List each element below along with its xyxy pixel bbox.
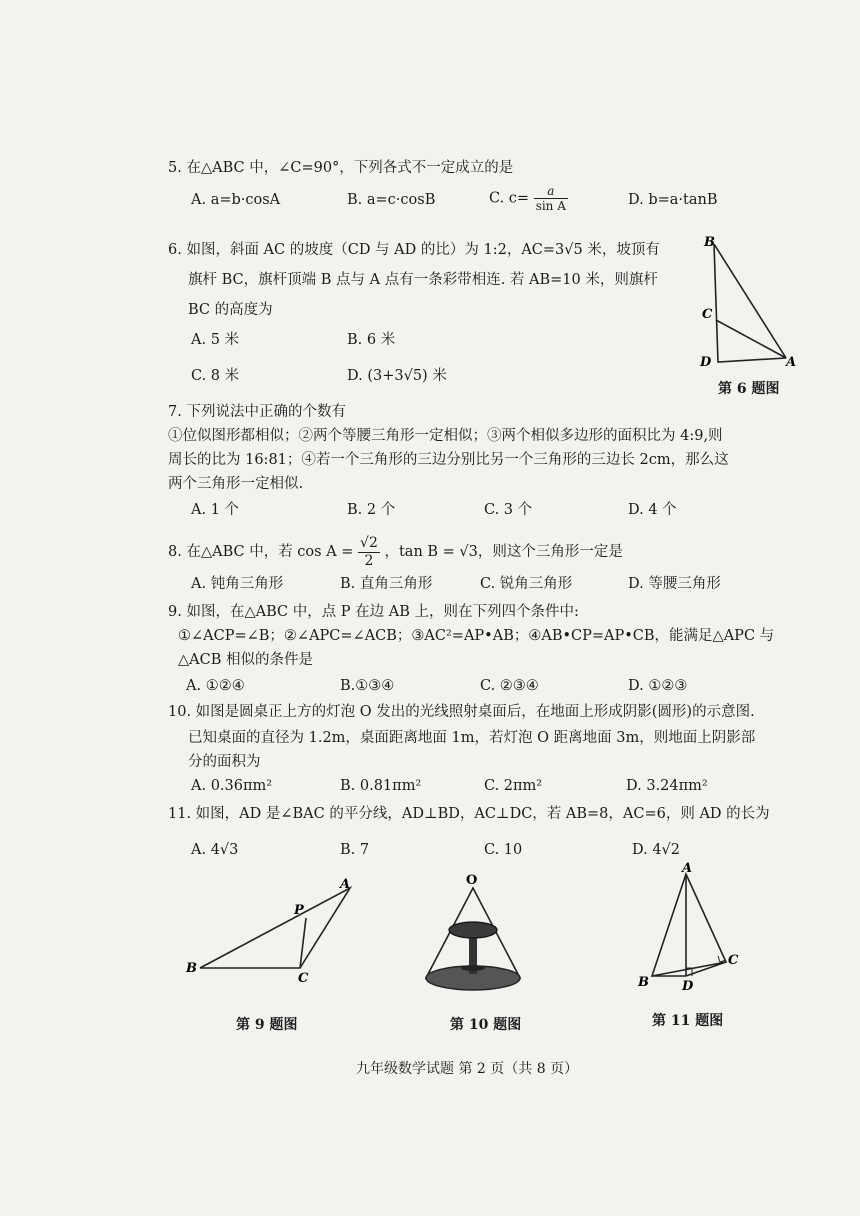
q6-label-d: D — [700, 355, 712, 370]
q7-option-d: D. 4 个 — [628, 502, 677, 518]
q9-option-b: B.①③④ — [340, 678, 395, 694]
q8-stem-rest: ，tan B = √3，则这个三角形一定是 — [384, 544, 623, 560]
q7-line1: ①位似图形都相似；②两个等腰三角形一定相似；③两个相似多边形的面积比为 4:9,则 — [168, 428, 723, 444]
q8-stem-prefix: 8. 在△ABC 中，若 cos A = — [168, 544, 354, 560]
q5-option-c-denominator: sin A — [535, 199, 566, 213]
q8-fraction-denominator: 2 — [364, 552, 374, 569]
q7-option-a: A. 1 个 — [191, 502, 240, 518]
q6-stem-line1: 6. 如图，斜面 AC 的坡度（CD 与 AD 的比）为 1:2，AC=3√5 米，坡顶有 — [168, 242, 660, 258]
q11-label-d: D — [682, 979, 694, 992]
q6-stem-line2: 旗杆 BC，旗杆顶端 B 点与 A 点有一条彩带相连. 若 AB=10 米，则旗杆 — [188, 272, 658, 288]
q9-option-a: A. ①②④ — [186, 678, 245, 694]
q7-stem: 7. 下列说法中正确的个数有 — [168, 404, 346, 420]
q9-label-b: B — [186, 961, 197, 976]
q10-option-c: C. 2πm² — [484, 778, 543, 794]
q9-line2: △ACB 相似的条件是 — [178, 652, 313, 668]
q6-option-c: C. 8 米 — [191, 368, 240, 384]
q9-caption: 第 9 题图 — [236, 1017, 298, 1033]
q9-label-a: A — [340, 877, 351, 892]
q9-option-d: D. ①②③ — [628, 678, 688, 694]
q6-figure — [690, 232, 800, 372]
q11-caption: 第 11 题图 — [652, 1013, 724, 1029]
q5-option-a: A. a=b·cosA — [191, 192, 281, 208]
q6-label-b: B — [704, 235, 715, 250]
q9-figure — [180, 876, 360, 986]
q11-option-d: D. 4√2 — [632, 842, 681, 858]
q9-label-p: P — [294, 903, 304, 918]
q11-stem: 11. 如图，AD 是∠BAC 的平分线，AD⊥BD，AC⊥DC，若 AB=8，AC=6，则 AD 的长为 — [168, 806, 770, 822]
q11-option-a: A. 4√3 — [191, 842, 239, 858]
q7-option-c: C. 3 个 — [484, 502, 533, 518]
q8-option-c: C. 锐角三角形 — [480, 576, 573, 592]
q9-stem: 9. 如图，在△ABC 中，点 P 在边 AB 上，则在下列四个条件中: — [168, 604, 579, 620]
q10-figure — [418, 868, 528, 1008]
q8-option-a: A. 钝角三角形 — [191, 576, 284, 592]
q9-option-c: C. ②③④ — [480, 678, 539, 694]
q10-option-a: A. 0.36πm² — [191, 778, 273, 794]
q6-option-b: B. 6 米 — [347, 332, 396, 348]
q10-table-base — [461, 965, 485, 971]
q5-option-c — [489, 184, 568, 213]
q10-option-b: B. 0.81πm² — [340, 778, 422, 794]
q10-stem-line3: 分的面积为 — [188, 754, 261, 770]
q6-ac-line — [716, 320, 786, 358]
q10-stem-line2: 已知桌面的直径为 1.2m，桌面距离地面 1m，若灯泡 O 距离地面 3m，则地面上阴影部 — [188, 730, 756, 746]
q10-label-o: O — [466, 873, 478, 888]
q11-outer-shape — [652, 874, 726, 976]
q6-option-d: D. (3+3√5) 米 — [347, 368, 447, 384]
q8-option-d: D. 等腰三角形 — [628, 576, 721, 592]
q5-option-c-numerator: a — [534, 184, 568, 199]
q9-triangle-abc — [200, 888, 350, 968]
q5-option-b: B. a=c·cosB — [347, 192, 436, 208]
page-footer: 九年级数学试题 第 2 页（共 8 页） — [356, 1061, 579, 1077]
q9-line1: ①∠ACP=∠B；②∠APC=∠ACB；③AC²=AP•AB；④AB•CP=AP•CB，能满足△APC 与 — [178, 628, 775, 644]
q11-label-b: B — [638, 975, 649, 990]
q9-label-c: C — [298, 971, 309, 986]
q11-label-a: A — [682, 862, 693, 876]
q8-fraction-numerator: √2 — [360, 534, 378, 551]
q7-line3: 两个三角形一定相似. — [168, 476, 304, 492]
q10-caption: 第 10 题图 — [450, 1017, 522, 1033]
q6-option-a: A. 5 米 — [191, 332, 240, 348]
q11-label-c: C — [728, 953, 739, 968]
q6-ribbon-line — [714, 244, 786, 358]
q5-option-d: D. b=a·tanB — [628, 192, 718, 208]
q8-stem — [168, 532, 623, 572]
q5-option-c-fraction — [534, 184, 568, 213]
q6-caption: 第 6 题图 — [718, 381, 780, 397]
q11-option-b: B. 7 — [340, 842, 370, 858]
q5-option-c-prefix: C. c= — [489, 190, 530, 207]
q6-label-a: A — [786, 355, 797, 370]
q5-stem: 5. 在△ABC 中，∠C=90°，下列各式不一定成立的是 — [168, 160, 514, 176]
q10-table-top — [449, 922, 497, 938]
q11-figure — [634, 862, 744, 992]
q7-line2: 周长的比为 16:81；④若一个三角形的三边分别比另一个三角形的三边长 2cm，那么这 — [168, 452, 729, 468]
q11-option-c: C. 10 — [484, 842, 523, 858]
q6-stem-line3: BC 的高度为 — [188, 302, 273, 318]
q8-option-b: B. 直角三角形 — [340, 576, 433, 592]
q10-option-d: D. 3.24πm² — [626, 778, 708, 794]
q8-cos-fraction — [358, 535, 380, 570]
q7-option-b: B. 2 个 — [347, 502, 396, 518]
q10-stem-line1: 10. 如图是圆桌正上方的灯泡 O 发出的光线照射桌面后，在地面上形成阴影(圆形)的示意图. — [168, 704, 755, 720]
q6-label-c: C — [702, 307, 713, 322]
